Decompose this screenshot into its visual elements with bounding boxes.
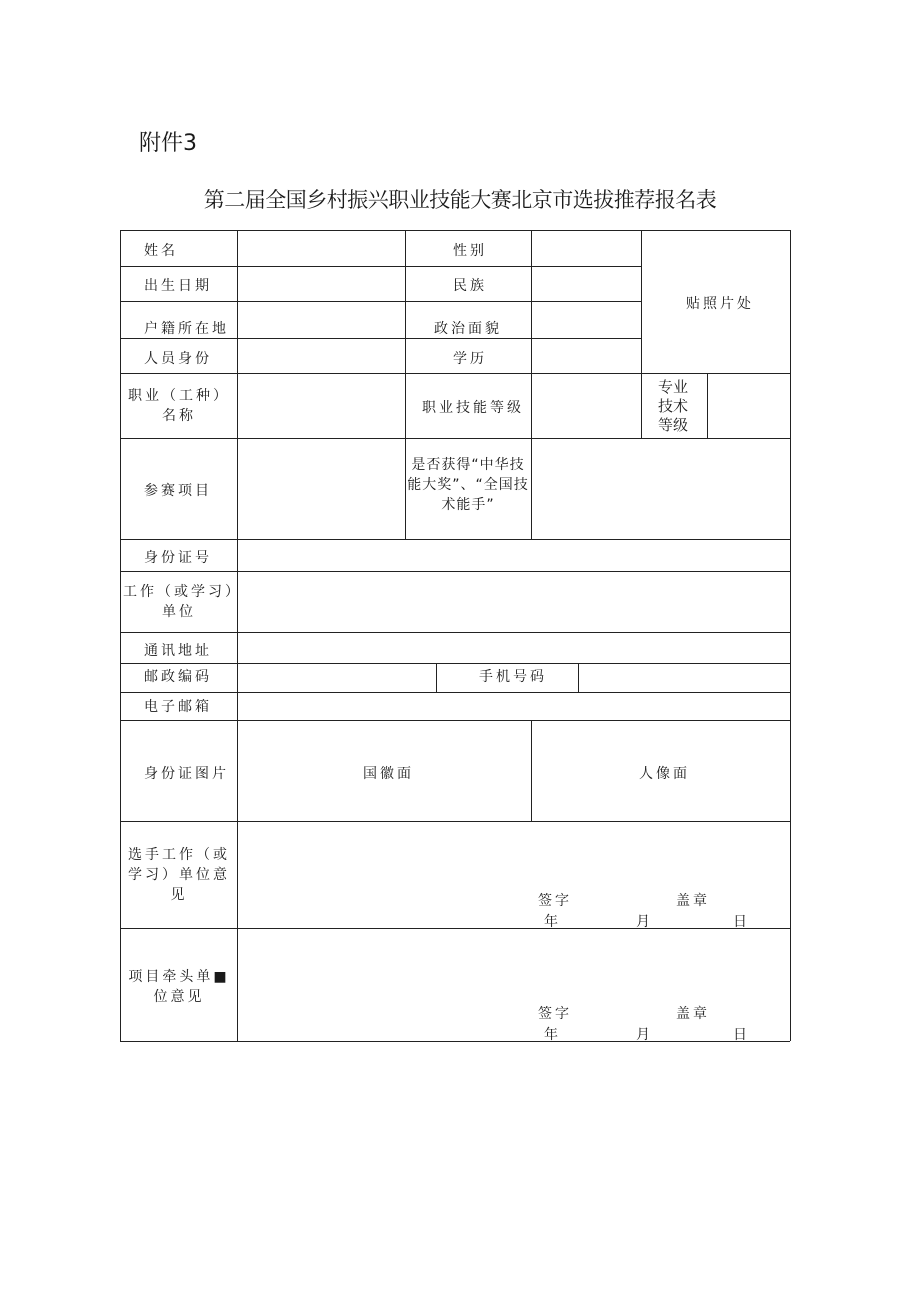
unit-opinion-field[interactable] bbox=[238, 822, 789, 927]
lead-month-label: 月 bbox=[636, 1027, 653, 1043]
unit-day-label: 日 bbox=[733, 914, 750, 930]
form-title: 第二届全国乡村振兴职业技能大赛北京市选拔推荐报名表 bbox=[203, 188, 717, 212]
ethnicity-field[interactable] bbox=[532, 267, 640, 300]
attachment-label: 附件3 bbox=[139, 131, 197, 156]
unit-sign-label: 签字 bbox=[538, 893, 572, 909]
emblem-side-label: 国徽面 bbox=[363, 766, 414, 782]
id-number-field[interactable] bbox=[238, 540, 789, 570]
id-photo-label: 身份证图片 bbox=[144, 766, 229, 782]
education-field[interactable] bbox=[532, 339, 640, 372]
awards-label: 是否获得“中华技能大奖”、“全国技术能手” bbox=[407, 457, 529, 513]
birth-date-label: 出生日期 bbox=[144, 278, 212, 294]
education-label: 学历 bbox=[453, 351, 487, 367]
project-field[interactable] bbox=[238, 439, 404, 538]
photo-placeholder: 贴照片处 bbox=[686, 296, 754, 312]
mobile-field[interactable] bbox=[579, 664, 789, 691]
unit-month-label: 月 bbox=[636, 914, 653, 930]
project-label: 参赛项目 bbox=[144, 483, 212, 499]
unit-seal-label: 盖章 bbox=[676, 893, 710, 909]
lead-year-label: 年 bbox=[544, 1027, 561, 1043]
address-field[interactable] bbox=[238, 633, 789, 662]
occupation-label: 职业（工种）名称 bbox=[128, 388, 230, 424]
lead-sign-label: 签字 bbox=[538, 1006, 572, 1022]
political-field[interactable] bbox=[532, 302, 640, 337]
portrait-side-upload[interactable] bbox=[532, 721, 789, 820]
occupation-field[interactable] bbox=[238, 374, 404, 437]
postal-field[interactable] bbox=[238, 664, 435, 691]
email-field[interactable] bbox=[238, 693, 789, 719]
awards-field[interactable] bbox=[532, 439, 789, 538]
portrait-side-label: 人像面 bbox=[639, 766, 690, 782]
tech-level-label: 专业技术等级 bbox=[657, 377, 688, 434]
identity-field[interactable] bbox=[238, 339, 404, 372]
gender-field[interactable] bbox=[532, 231, 640, 265]
email-label: 电子邮箱 bbox=[144, 699, 212, 715]
unit-opinion-label: 选手工作（或学习）单位意见 bbox=[128, 847, 230, 903]
skill-level-label: 职业技能等级 bbox=[422, 400, 524, 416]
lead-seal-label: 盖章 bbox=[676, 1006, 710, 1022]
work-unit-label: 工作（或学习）单位 bbox=[123, 584, 235, 620]
work-unit-field[interactable] bbox=[238, 572, 789, 631]
gender-label: 性别 bbox=[453, 243, 487, 259]
id-number-label: 身份证号 bbox=[144, 550, 212, 566]
household-label: 户籍所在地 bbox=[144, 321, 229, 337]
emblem-side-upload[interactable] bbox=[238, 721, 530, 820]
postal-label: 邮政编码 bbox=[144, 669, 212, 685]
name-field[interactable] bbox=[238, 231, 404, 265]
identity-label: 人员身份 bbox=[144, 351, 212, 367]
ethnicity-label: 民族 bbox=[453, 278, 487, 294]
household-field[interactable] bbox=[238, 302, 404, 337]
photo-field[interactable] bbox=[642, 231, 789, 372]
political-label: 政治面貌 bbox=[434, 321, 502, 337]
tech-level-field[interactable] bbox=[708, 374, 789, 437]
address-label: 通讯地址 bbox=[144, 643, 212, 659]
lead-opinion-label: 项目牵头单■位意见 bbox=[128, 969, 230, 1005]
birth-date-field[interactable] bbox=[238, 267, 404, 300]
skill-level-field[interactable] bbox=[532, 374, 640, 437]
mobile-label: 手机号码 bbox=[479, 669, 547, 685]
name-label: 姓名 bbox=[144, 243, 178, 259]
lead-day-label: 日 bbox=[733, 1027, 750, 1043]
lead-opinion-field[interactable] bbox=[238, 929, 789, 1040]
unit-year-label: 年 bbox=[544, 914, 561, 930]
